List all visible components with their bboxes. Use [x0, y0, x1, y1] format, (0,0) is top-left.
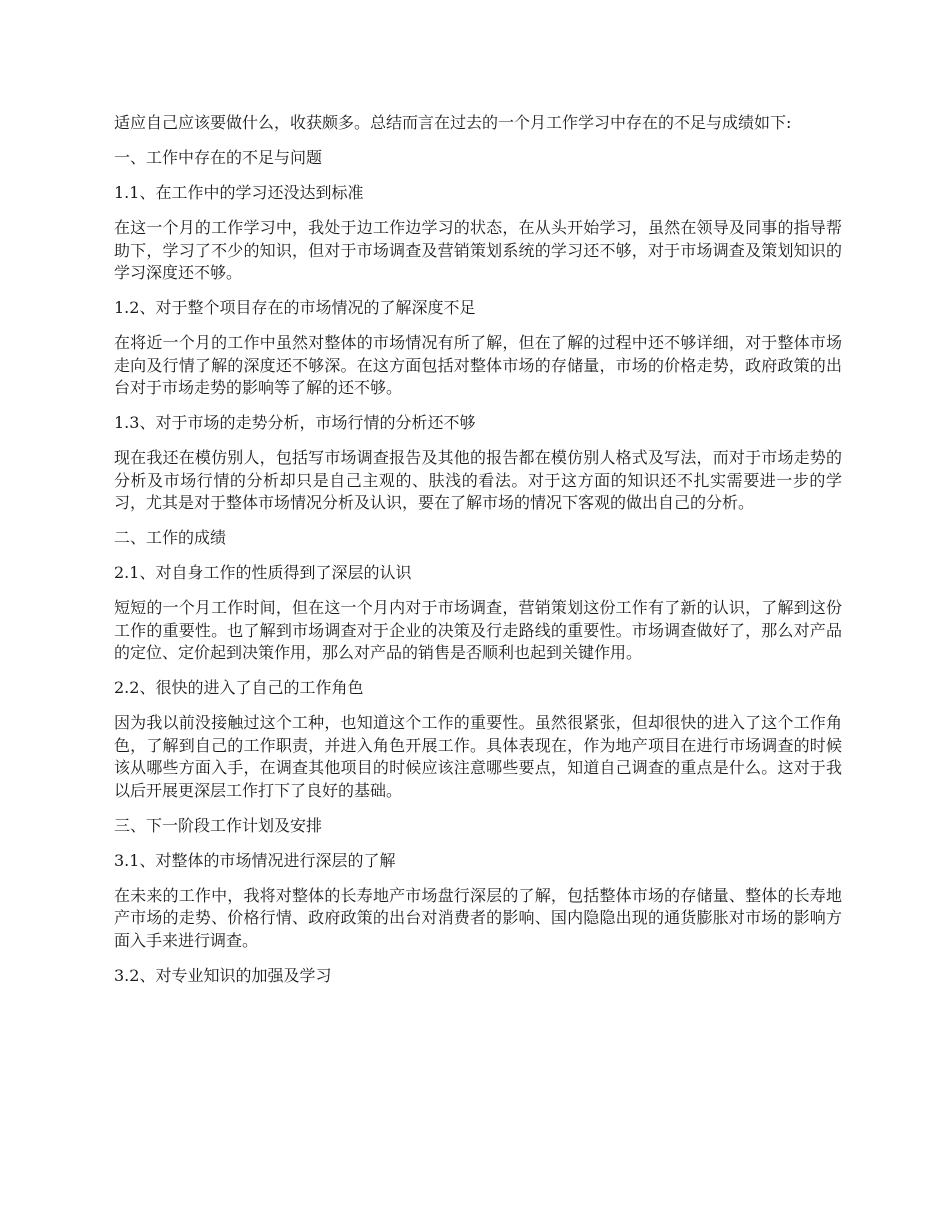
- document-page: [114, 112, 842, 1000]
- paragraph-1-2: 在将近一个月的工作中虽然对整体的市场情况有所了解，但在了解的过程中还不够详细，对于整体市场走向及行情了解的深度还不够深。在这方面包括对整体市场的存储量，市场的价格走势，政府政策的出台对于市场走势的影响等了解的还不够。: [114, 333, 842, 397]
- section-heading-1: 一、工作中存在的不足与问题: [114, 148, 323, 167]
- subsection-heading-1-3: 1.3、对于市场的走势分析，市场行情的分析还不够: [114, 413, 476, 432]
- section-heading-3: 三、下一阶段工作计划及安排: [114, 815, 323, 835]
- section-heading-2: 二、工作的成绩: [114, 528, 227, 547]
- intro-paragraph: 适应自己应该要做什么，收获颇多。总结而言在过去的一个月工作学习中存在的不足与成绩如下:: [114, 113, 792, 132]
- paragraph-2-2: 因为我以前没接触过这个工种，也知道这个工作的重要性。虽然很紧张，但却很快的进入了这个工作角色，了解到自己的工作职责，并进入角色开展工作。具体表现在，作为地产项目在进行市场调查的时候该从哪些方面入手，在调查其他项目的时候应该注意哪些要点，知道自己调查的重点是什么。这对于我以后开展更深层工作打下了良好的基础。: [114, 713, 842, 800]
- subsection-heading-3-1: 3.1、对整体的市场情况进行深层的了解: [114, 850, 396, 870]
- subsection-heading-3-2: 3.2、对专业知识的加强及学习: [114, 965, 332, 985]
- subsection-heading-1-1: 1.1、在工作中的学习还没达到标准: [114, 183, 364, 202]
- paragraph-1-3: 现在我还在模仿别人，包括写市场调查报告及其他的报告都在模仿别人格式及写法，而对于市场走势的分析及市场行情的分析却只是自己主观的、肤浅的看法。对于这方面的知识还不扎实需要进一步的学习，尤其是对于整体市场情况分析及认识，要在了解市场的情况下客观的做出自己的分析。: [114, 448, 842, 512]
- paragraph-3-1: 在未来的工作中，我将对整体的长寿地产市场盘行深层的了解，包括整体市场的存储量、整体的长寿地产市场的走势、价格行情、政府政策的出台对消费者的影响、国内隐隐出现的通货膨胀对市场的影响方面入手来进行调查。: [114, 885, 842, 950]
- subsection-heading-2-1: 2.1、对自身工作的性质得到了深层的认识: [114, 563, 412, 582]
- paragraph-1-1: 在这一个月的工作学习中，我处于边工作边学习的状态，在从头开始学习，虽然在领导及同事的指导帮助下，学习了不少的知识，但对于市场调查及营销策划系统的学习还不够，对于市场调查及策划知识的学习深度还不够。: [114, 218, 842, 282]
- subsection-heading-2-2: 2.2、很快的进入了自己的工作角色: [114, 678, 364, 697]
- subsection-heading-1-2: 1.2、对于整个项目存在的市场情况的了解深度不足: [114, 298, 476, 317]
- paragraph-2-1: 短短的一个月工作时间，但在这一个月内对于市场调查，营销策划这份工作有了新的认识，了解到这份工作的重要性。也了解到市场调查对于企业的决策及行走路线的重要性。市场调查做好了，那么对产品的定位、定价起到决策作用，那么对产品的销售是否顺利也起到关键作用。: [114, 598, 842, 662]
